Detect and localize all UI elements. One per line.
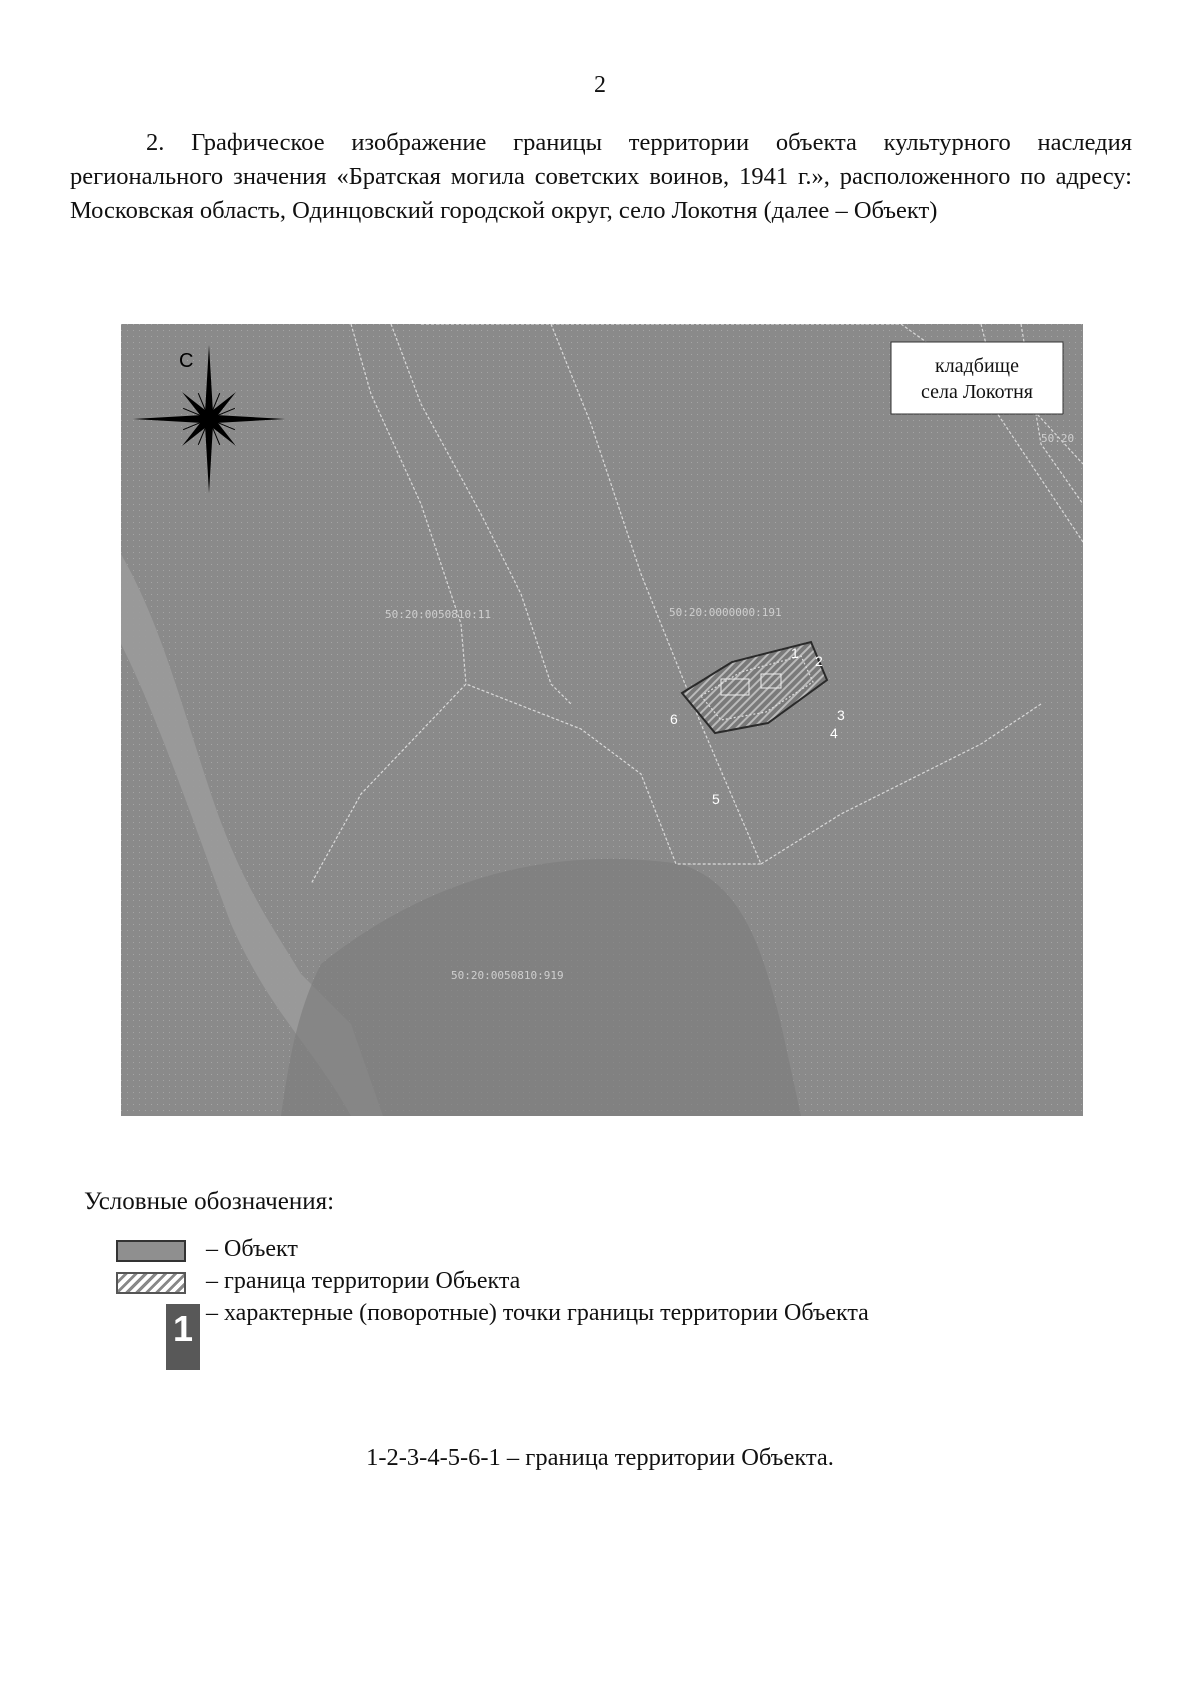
place-label [891,342,1063,414]
legend-text: – характерные (поворотные) точки границы территории Объекта [206,1300,869,1326]
boundary-swatch [116,1272,186,1294]
parcel-label: 50:20 [1041,432,1075,445]
point-label: 2 [815,653,823,669]
north-label: С [179,350,194,372]
page-number: 2 [594,72,606,98]
point-label: 5 [712,791,720,807]
object-swatch [116,1240,186,1262]
point-label: 1 [791,645,799,661]
point-label: 4 [830,725,838,741]
point-label: 3 [837,707,845,723]
legend-text: – Объект [206,1236,298,1262]
boundary-sequence: 1-2-3-4-5-6-1 – граница территории Объекта. [366,1444,834,1471]
place-label-line1: кладбище [935,355,1019,377]
parcel-label: 50:20:0050810:11 [385,608,491,621]
legend-text: – граница территории Объекта [206,1268,521,1294]
legend-title: Условные обозначения: [84,1188,335,1215]
cadastral-map [121,324,1083,1116]
point-label: 6 [670,711,678,727]
document-heading: 2. Графическое изображение границы территории объекта культурного наследия регионального значения «Братская могила советских воинов, 1941 г.», расположенного по адресу: Московская область, Одинцовский городской округ, село Локотня (далее – Объект) [70,129,1132,224]
place-label-line2: села Локотня [920,381,1034,403]
parcel-label: 50:20:0050810:919 [451,969,564,982]
point-swatch: 1 [166,1304,200,1370]
parcel-label: 50:20:0000000:191 [669,606,782,619]
